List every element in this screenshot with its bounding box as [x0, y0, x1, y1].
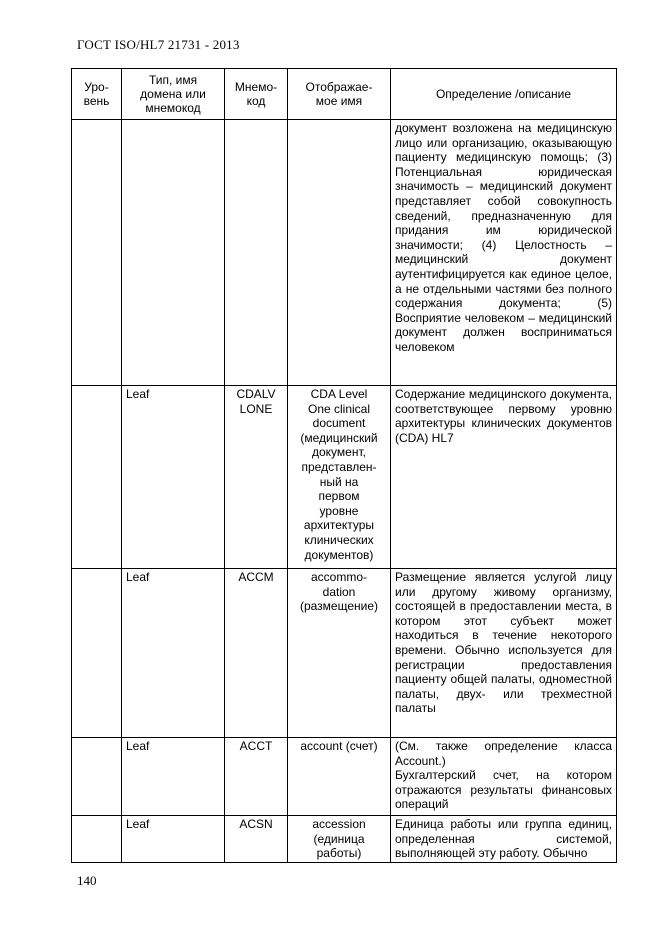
table-header-row	[72, 69, 617, 120]
cell-level	[72, 738, 122, 816]
text-line: account (счет)	[300, 739, 378, 753]
cell-type: Leaf	[122, 738, 225, 816]
text-line: Бухгалтерский счет, на котором отражаются результаты финансовых операций	[395, 768, 612, 812]
cell-display-name	[288, 738, 391, 816]
table-row	[72, 120, 617, 386]
text-line: accession	[312, 817, 366, 831]
cell-mnemonic	[225, 120, 288, 386]
text-line: работы)	[316, 846, 362, 861]
text-line: One clinical	[307, 401, 371, 416]
header-display-name	[288, 69, 391, 120]
text-line: уровне	[319, 503, 359, 518]
text-line: документ,	[312, 445, 366, 460]
text-line: Мнемо-	[234, 80, 278, 94]
text-line: первом	[318, 489, 360, 504]
header-definition	[391, 69, 617, 120]
text-line: accommo-	[310, 570, 367, 584]
table-row	[72, 386, 617, 569]
cell-definition	[391, 816, 617, 863]
text-line: архитектуры	[303, 518, 375, 533]
text-line: ный на	[319, 474, 359, 489]
text-line: Единица работы или группа единиц, определенная системой, выполняющей эту работу. Обычно	[395, 817, 612, 861]
cell-level	[72, 816, 122, 863]
cell-definition	[391, 386, 617, 569]
text-line: документ возложена на медицинскую лицо или организацию, оказывающую пациенту медицинскую помощь; (3) Потенциальная юридическая значимость – медицинский документ представляет собой совокупность сведений, предназначенную для придания им юридической значимости; (4) Целостность – медицинский документ аутентифицируется как единое целое, а не отдельными частями без полного содержания документа; (5) Восприятие человеком – медицинский документ должен восприниматься человеком	[395, 121, 612, 354]
text-line: мнемокод	[145, 101, 201, 115]
page-number: 140	[77, 873, 97, 888]
text-line: вень	[83, 94, 110, 108]
cell-mnemonic	[225, 386, 288, 569]
text-line: клинических	[304, 532, 374, 547]
cell-type: Leaf	[122, 816, 225, 863]
text-line: (См. также определение класса Account.)	[395, 739, 612, 768]
cell-level	[72, 386, 122, 569]
text-line: (медицинский	[300, 430, 378, 445]
text-line: ACSN	[239, 817, 273, 831]
cell-display-name	[288, 386, 391, 569]
header-mnemonic	[225, 69, 288, 120]
cell-display-name	[288, 120, 391, 386]
text-line: Содержание медицинского документа, соответствующее первому уровню архитектуры клинических документов (CDA) HL7	[395, 387, 612, 445]
header-type	[122, 69, 225, 120]
text-line: CDALV	[236, 387, 276, 401]
cell-type	[122, 120, 225, 386]
text-line: Тип, имя	[148, 73, 198, 87]
text-line: CDA Level	[310, 387, 368, 401]
text-line: код	[246, 94, 266, 108]
text-line: LONE	[239, 401, 273, 416]
header-level	[72, 69, 122, 120]
table-row	[72, 738, 617, 816]
cell-type: Leaf	[122, 386, 225, 569]
table-row	[72, 569, 617, 738]
text-line: Уро-	[84, 80, 109, 94]
text-line: представлен-	[301, 459, 377, 474]
text-line: dation	[322, 584, 356, 599]
text-line: ACCT	[239, 739, 273, 753]
text-line: документов)	[304, 547, 374, 562]
text-line: домена или	[140, 87, 206, 101]
cell-level	[72, 569, 122, 738]
cell-definition	[391, 738, 617, 816]
cell-mnemonic	[225, 816, 288, 863]
text-line: document	[312, 416, 366, 431]
terminology-table	[71, 68, 617, 863]
text-line: Отображае-	[305, 80, 373, 94]
text-line: (единица	[313, 831, 365, 846]
cell-display-name	[288, 569, 391, 738]
page-header: ГОСТ ISO/HL7 21731 - 2013	[77, 37, 240, 52]
table-row	[72, 816, 617, 863]
text-line: мое имя	[315, 94, 363, 108]
text-line: ACCM	[238, 570, 274, 584]
cell-display-name	[288, 816, 391, 863]
text-line: (размещение)	[299, 599, 379, 614]
cell-type: Leaf	[122, 569, 225, 738]
cell-definition	[391, 569, 617, 738]
text-line: Размещение является услугой лицу или другому живому организму, состоящей в предоставлении места, в котором этот субъект может находиться в течение некоторого времени. Обычно используется для регистрации предоставления пациенту общей палаты, одноместной палаты, двух- или трехместной палаты	[395, 570, 612, 716]
cell-mnemonic	[225, 569, 288, 738]
cell-definition	[391, 120, 617, 386]
cell-level	[72, 120, 122, 386]
text-line: Определение /описание	[435, 87, 572, 101]
cell-mnemonic	[225, 738, 288, 816]
